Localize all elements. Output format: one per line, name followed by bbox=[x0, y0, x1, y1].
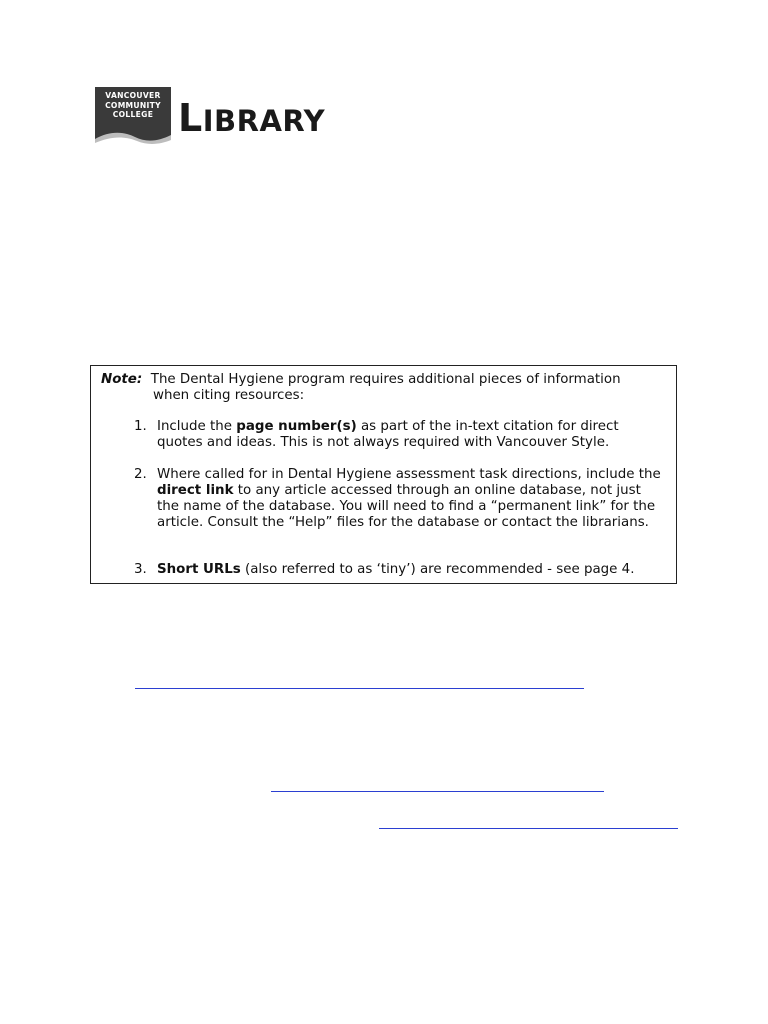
note-box bbox=[90, 365, 677, 584]
library-wordmark: LIBRARY bbox=[178, 96, 326, 140]
logo-text bbox=[95, 91, 171, 120]
note-intro-line-2: when citing resources: bbox=[153, 388, 305, 403]
list-item-number: 3. bbox=[134, 562, 147, 577]
logo-line-1: VANCOUVER bbox=[105, 91, 161, 100]
emphasis-text: direct link bbox=[157, 483, 234, 498]
list-item-text: Where called for in Dental Hygiene assessment task directions, include the direct link to any article accessed through an online database, not just the name of the database. You will need to find a “permanent link” for the article. Consult the “Help” files for the database or contact the librarians. bbox=[157, 467, 661, 530]
emphasis-text: Short URLs bbox=[157, 562, 241, 577]
list-item-text: Short URLs (also referred to as ‘tiny’) are recommended - see page 4. bbox=[157, 562, 635, 577]
logo-wave-icon bbox=[95, 127, 171, 149]
college-logo bbox=[95, 87, 171, 149]
note-intro-line-1: The Dental Hygiene program requires additional pieces of information bbox=[150, 372, 621, 387]
list-item-text: Include the page number(s) as part of the in-text citation for direct quotes and ideas. This is not always required with Vancouver Style. bbox=[157, 419, 619, 450]
list-item-number: 1. bbox=[134, 419, 147, 434]
link-underline-3[interactable] bbox=[379, 828, 678, 829]
list-item-number: 2. bbox=[134, 467, 147, 482]
note-intro bbox=[101, 372, 671, 388]
link-underline-2[interactable] bbox=[271, 791, 604, 792]
logo-line-2: COMMUNITY bbox=[105, 100, 161, 110]
link-underline-1[interactable] bbox=[135, 688, 584, 689]
logo-line-3: COLLEGE bbox=[112, 110, 154, 120]
note-label: Note: bbox=[101, 372, 143, 387]
emphasis-text: page number(s) bbox=[236, 419, 357, 434]
